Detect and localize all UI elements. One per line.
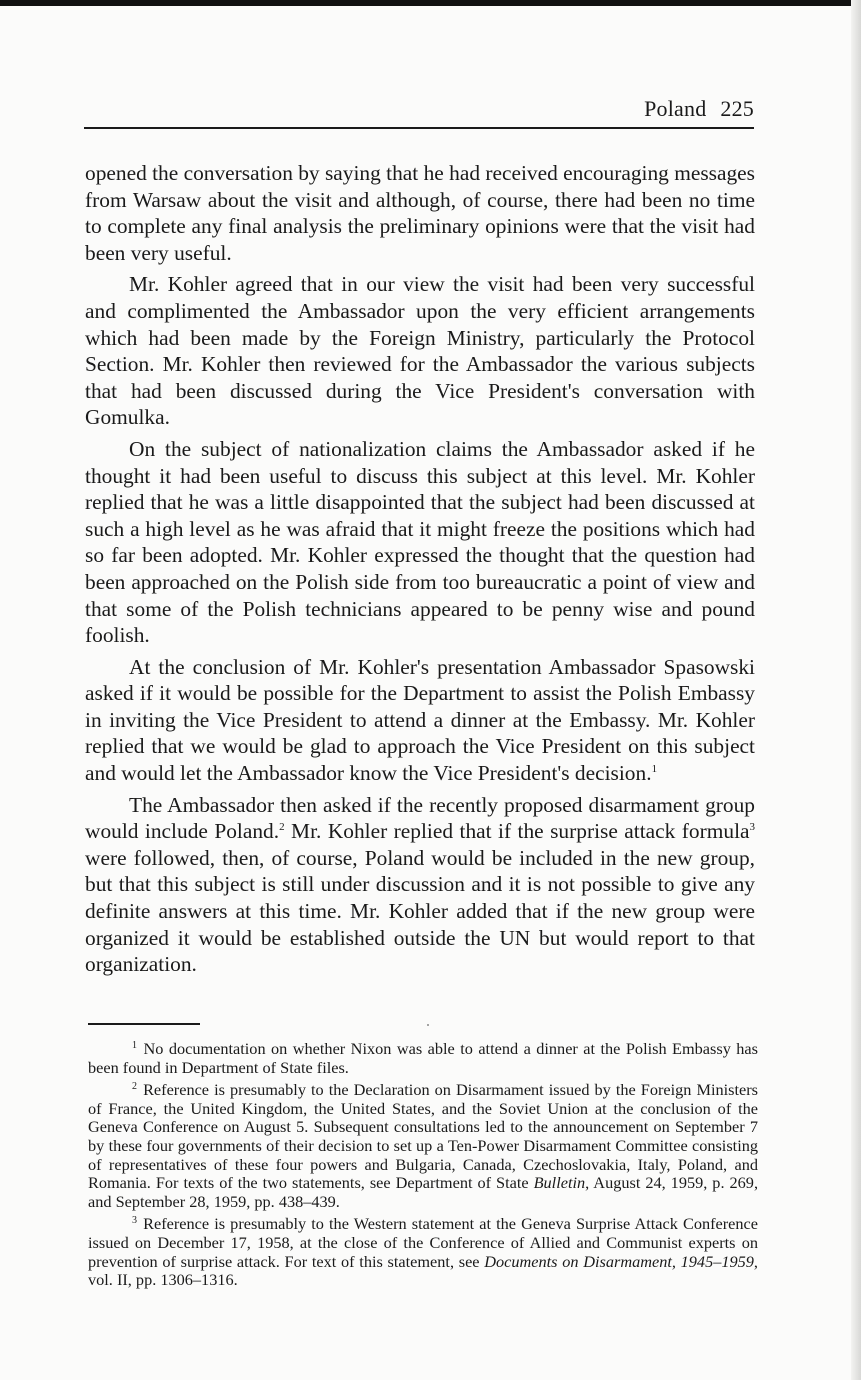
page-number: 225 xyxy=(720,96,754,121)
footnote-1 xyxy=(88,1040,758,1077)
paragraph-5-text-c: were followed, then, of course, Poland would be included in the new group, but that this subject is still under discussion and it is not possible to give any definite answers at this time. Mr. Kohler added that if the new group were organized it would be established outside the UN but would report to that organization. xyxy=(85,845,755,977)
footnote-3-text-a: Reference is presumably to the Western statement at the Geneva Surprise Attack Conference issued on December 17, 1958, at the close of the Conference of Allied and Communist experts on prevention of surprise attack. For text of this statement, see xyxy=(88,1214,758,1271)
footnote-ref-3: 3 xyxy=(749,821,756,834)
footnote-2-text-a: Reference is presumably to the Declaration on Disarmament issued by the Foreign Ministers of France, the United Kingdom, the United States, and the Soviet Union at the conclusion of the Geneva Conference on August 5. Subsequent consultations led to the announcement on September 7 by these four governments of their decision to set up a Ten-Power Disarmament Committee consisting of representatives of these four powers and Bulgaria, Canada, Czechoslovakia, Italy, Poland, and Romania. For texts of the two statements, see Department of State xyxy=(88,1080,758,1193)
paragraph-4-text: At the conclusion of Mr. Kohler's presentation Ambassador Spasowski asked if it would be possible for the Department to assist the Polish Embassy in inviting the Vice President to attend a dinner at the Embassy. Mr. Kohler replied that we would be glad to approach the Vice President on this subject and would let the Ambassador know the Vice President's decision. xyxy=(85,654,755,786)
footnote-2 xyxy=(88,1081,758,1211)
footnote-3-italic: Documents on Disarmament, 1945–1959 xyxy=(484,1251,754,1271)
footnote-3-number: 3 xyxy=(132,1214,137,1226)
footnote-2-text-b: , August 24, 1959, p. 269, and September 28, 1959, pp. 438–439. xyxy=(88,1173,759,1211)
running-header xyxy=(84,96,754,122)
paragraph-4 xyxy=(85,654,755,787)
footnote-3 xyxy=(88,1215,758,1289)
paragraph-3: On the subject of nationalization claims the Ambassador asked if he thought it had been useful to discuss this subject at this level. Mr. Kohler replied that he was a little disappointed that the subject had been discussed at such a high level as he was afraid that it might freeze the positions which had so far been adopted. Mr. Kohler expressed the thought that the question had been approached on the Polish side from too bureaucratic a point of view and that some of the Polish technicians appeared to be penny wise and pound foolish. xyxy=(85,436,755,648)
footnote-ref-2: 2 xyxy=(279,821,285,834)
scan-speck xyxy=(427,1024,429,1026)
scan-edge-top xyxy=(0,0,861,6)
paragraph-1: opened the conversation by saying that he had received encouraging messages from Warsaw about the visit and although, of course, there had been no time to complete any final analysis the preliminary opinions were that the visit had been very useful. xyxy=(85,161,756,265)
footnote-1-text: No documentation on whether Nixon was able to attend a dinner at the Polish Embassy has been found in Department of State files. xyxy=(88,1039,758,1077)
footnotes xyxy=(88,1040,758,1294)
footnote-3-text-b: , vol. II, pp. 1306–1316. xyxy=(88,1251,758,1290)
footnote-1-number: 1 xyxy=(132,1039,137,1051)
running-title: Poland xyxy=(644,96,707,121)
footnote-2-number: 2 xyxy=(132,1080,137,1092)
footnote-2-italic: Bulletin xyxy=(533,1173,586,1193)
footnote-rule xyxy=(88,1023,200,1025)
paragraph-5-text-b: Mr. Kohler replied that if the surprise attack formula xyxy=(284,819,750,844)
footnote-ref-1: 1 xyxy=(651,762,658,775)
paragraph-5-text-a: The Ambassador then asked if the recently proposed disarmament group would include Poland. xyxy=(85,792,755,844)
scan-edge-right xyxy=(851,0,861,1380)
paragraph-5 xyxy=(85,792,755,978)
body-text xyxy=(85,160,755,983)
header-rule xyxy=(84,127,754,129)
paragraph-2: Mr. Kohler agreed that in our view the visit had been very successful and complimented the Ambassador upon the very efficient arrangements which had been made by the Foreign Ministry, particularly the Protocol Section. Mr. Kohler then reviewed for the Ambassador the various subjects that had been discussed during the Vice President's conversation with Gomulka. xyxy=(85,272,755,430)
